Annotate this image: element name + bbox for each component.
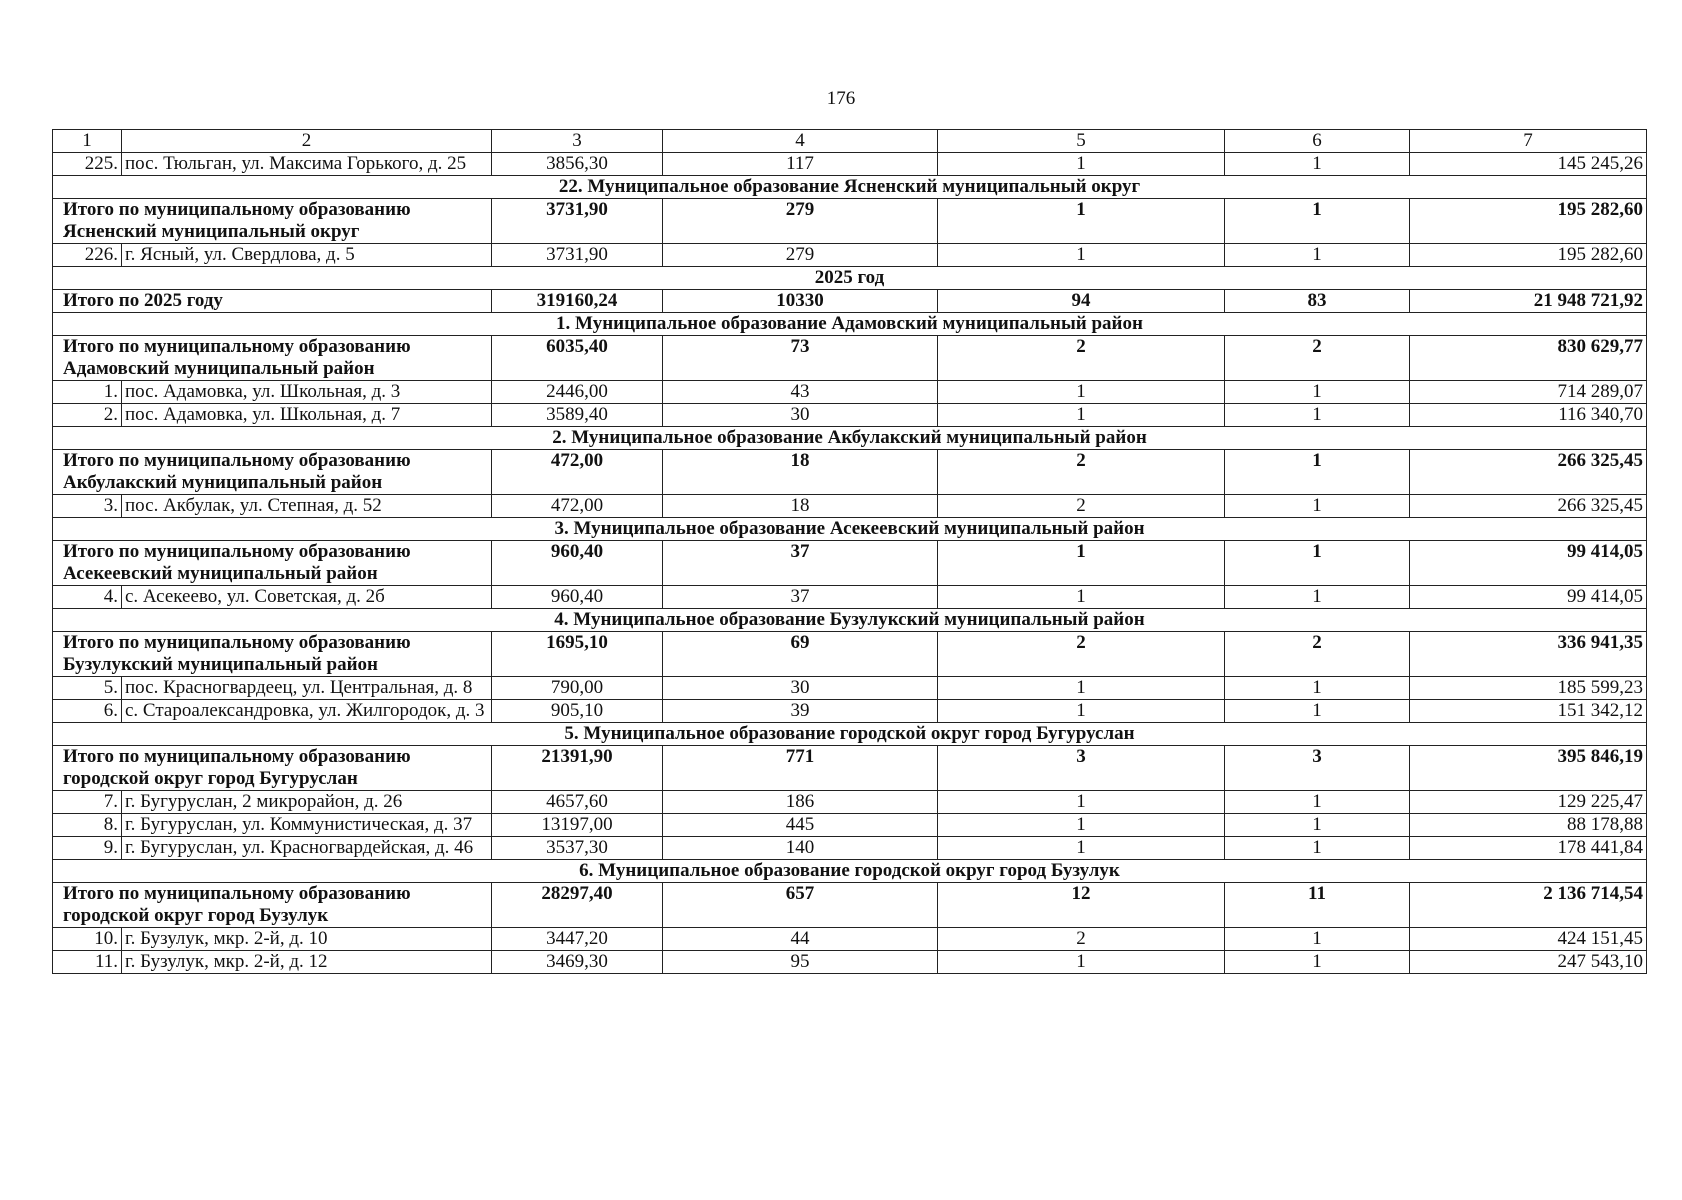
residents-count: 39	[663, 700, 938, 723]
total-label: Итого по муниципальному образованию городской округ город Бугуруслан	[53, 746, 492, 791]
area-value: 4657,60	[492, 791, 663, 814]
year-heading-row	[53, 267, 1647, 290]
total-row	[53, 199, 1647, 244]
address: г. Бузулук, мкр. 2-й, д. 10	[122, 928, 492, 951]
buildings-count: 1	[938, 199, 1225, 244]
buildings-count: 1	[938, 244, 1225, 267]
area-value: 3731,90	[492, 244, 663, 267]
address: г. Бугуруслан, ул. Коммунистическая, д. 37	[122, 814, 492, 837]
units-count: 2	[1225, 336, 1410, 381]
residents-count: 37	[663, 586, 938, 609]
address: с. Староалександровка, ул. Жилгородок, д. 3	[122, 700, 492, 723]
section-heading-row	[53, 609, 1647, 632]
units-count: 1	[1225, 495, 1410, 518]
buildings-count: 94	[938, 290, 1225, 313]
buildings-count: 12	[938, 883, 1225, 928]
units-count: 1	[1225, 814, 1410, 837]
cost-value: 21 948 721,92	[1410, 290, 1647, 313]
area-value: 472,00	[492, 450, 663, 495]
area-value: 2446,00	[492, 381, 663, 404]
section-heading-row	[53, 427, 1647, 450]
column-number: 3	[492, 130, 663, 153]
address: пос. Красногвардеец, ул. Центральная, д. 8	[122, 677, 492, 700]
units-count: 1	[1225, 700, 1410, 723]
total-label: Итого по муниципальному образованию Адамовский муниципальный район	[53, 336, 492, 381]
area-value: 21391,90	[492, 746, 663, 791]
table-row	[53, 814, 1647, 837]
units-count: 11	[1225, 883, 1410, 928]
units-count: 1	[1225, 381, 1410, 404]
section-title: 2. Муниципальное образование Акбулакский муниципальный район	[53, 427, 1647, 450]
address: пос. Тюльган, ул. Максима Горького, д. 25	[122, 153, 492, 176]
units-count: 1	[1225, 586, 1410, 609]
total-row	[53, 336, 1647, 381]
buildings-count: 1	[938, 837, 1225, 860]
cost-value: 266 325,45	[1410, 450, 1647, 495]
residents-count: 18	[663, 495, 938, 518]
cost-value: 2 136 714,54	[1410, 883, 1647, 928]
total-label: Итого по муниципальному образованию Ясненский муниципальный округ	[53, 199, 492, 244]
units-count: 2	[1225, 632, 1410, 677]
cost-value: 266 325,45	[1410, 495, 1647, 518]
units-count: 1	[1225, 791, 1410, 814]
units-count: 83	[1225, 290, 1410, 313]
area-value: 13197,00	[492, 814, 663, 837]
total-label: Итого по муниципальному образованию Бузулукский муниципальный район	[53, 632, 492, 677]
total-label: Итого по муниципальному образованию Асекеевский муниципальный район	[53, 541, 492, 586]
section-title: 1. Муниципальное образование Адамовский муниципальный район	[53, 313, 1647, 336]
total-row	[53, 541, 1647, 586]
buildings-count: 1	[938, 700, 1225, 723]
residents-count: 73	[663, 336, 938, 381]
area-value: 3447,20	[492, 928, 663, 951]
buildings-count: 1	[938, 677, 1225, 700]
residents-count: 140	[663, 837, 938, 860]
buildings-count: 1	[938, 404, 1225, 427]
table-row	[53, 677, 1647, 700]
cost-value: 151 342,12	[1410, 700, 1647, 723]
address: г. Бугуруслан, 2 микрорайон, д. 26	[122, 791, 492, 814]
residents-count: 30	[663, 677, 938, 700]
cost-value: 195 282,60	[1410, 199, 1647, 244]
area-value: 3589,40	[492, 404, 663, 427]
units-count: 1	[1225, 928, 1410, 951]
address: пос. Акбулак, ул. Степная, д. 52	[122, 495, 492, 518]
section-title: 22. Муниципальное образование Ясненский муниципальный округ	[53, 176, 1647, 199]
table-row	[53, 495, 1647, 518]
units-count: 1	[1225, 244, 1410, 267]
cost-value: 336 941,35	[1410, 632, 1647, 677]
residents-count: 30	[663, 404, 938, 427]
cost-value: 116 340,70	[1410, 404, 1647, 427]
page-number: 176	[826, 88, 856, 109]
section-heading-row	[53, 518, 1647, 541]
cost-value: 395 846,19	[1410, 746, 1647, 791]
row-number: 3.	[53, 495, 122, 518]
residents-count: 95	[663, 951, 938, 974]
column-number: 7	[1410, 130, 1647, 153]
column-number: 4	[663, 130, 938, 153]
address: г. Бугуруслан, ул. Красногвардейская, д. 46	[122, 837, 492, 860]
row-number: 7.	[53, 791, 122, 814]
area-value: 905,10	[492, 700, 663, 723]
table-row	[53, 404, 1647, 427]
table-row	[53, 700, 1647, 723]
residents-count: 18	[663, 450, 938, 495]
table-row	[53, 951, 1647, 974]
area-value: 472,00	[492, 495, 663, 518]
section-title: 5. Муниципальное образование городской округ город Бугуруслан	[53, 723, 1647, 746]
buildings-count: 2	[938, 495, 1225, 518]
cost-value: 830 629,77	[1410, 336, 1647, 381]
table-row	[53, 928, 1647, 951]
area-value: 3469,30	[492, 951, 663, 974]
row-number: 11.	[53, 951, 122, 974]
row-number: 5.	[53, 677, 122, 700]
units-count: 1	[1225, 199, 1410, 244]
buildings-count: 2	[938, 450, 1225, 495]
units-count: 1	[1225, 541, 1410, 586]
residents-count: 186	[663, 791, 938, 814]
area-value: 3537,30	[492, 837, 663, 860]
row-number: 6.	[53, 700, 122, 723]
buildings-count: 1	[938, 951, 1225, 974]
cost-value: 424 151,45	[1410, 928, 1647, 951]
area-value: 960,40	[492, 586, 663, 609]
area-value: 1695,10	[492, 632, 663, 677]
row-number: 8.	[53, 814, 122, 837]
area-value: 3856,30	[492, 153, 663, 176]
buildings-count: 1	[938, 814, 1225, 837]
cost-value: 99 414,05	[1410, 541, 1647, 586]
residents-count: 117	[663, 153, 938, 176]
column-number: 5	[938, 130, 1225, 153]
residents-count: 69	[663, 632, 938, 677]
address: с. Асекеево, ул. Советская, д. 2б	[122, 586, 492, 609]
table-row	[53, 381, 1647, 404]
address: пос. Адамовка, ул. Школьная, д. 3	[122, 381, 492, 404]
row-number: 4.	[53, 586, 122, 609]
section-heading-row	[53, 176, 1647, 199]
total-row	[53, 632, 1647, 677]
residents-count: 445	[663, 814, 938, 837]
units-count: 1	[1225, 677, 1410, 700]
buildings-count: 1	[938, 541, 1225, 586]
year-title: 2025 год	[53, 267, 1647, 290]
area-value: 3731,90	[492, 199, 663, 244]
address: г. Бузулук, мкр. 2-й, д. 12	[122, 951, 492, 974]
buildings-count: 2	[938, 928, 1225, 951]
total-label: Итого по муниципальному образованию городской округ город Бузулук	[53, 883, 492, 928]
total-row	[53, 883, 1647, 928]
table-row	[53, 837, 1647, 860]
cost-value: 178 441,84	[1410, 837, 1647, 860]
residents-count: 279	[663, 199, 938, 244]
column-number: 6	[1225, 130, 1410, 153]
row-number: 2.	[53, 404, 122, 427]
units-count: 1	[1225, 450, 1410, 495]
row-number: 10.	[53, 928, 122, 951]
section-heading-row	[53, 313, 1647, 336]
residents-count: 44	[663, 928, 938, 951]
section-heading-row	[53, 723, 1647, 746]
register-table	[52, 129, 1647, 974]
table-row	[53, 791, 1647, 814]
area-value: 960,40	[492, 541, 663, 586]
residents-count: 37	[663, 541, 938, 586]
address: пос. Адамовка, ул. Школьная, д. 7	[122, 404, 492, 427]
area-value: 6035,40	[492, 336, 663, 381]
residents-count: 771	[663, 746, 938, 791]
total-row	[53, 746, 1647, 791]
row-number: 1.	[53, 381, 122, 404]
units-count: 1	[1225, 837, 1410, 860]
units-count: 1	[1225, 404, 1410, 427]
total-row	[53, 450, 1647, 495]
total-row	[53, 290, 1647, 313]
cost-value: 714 289,07	[1410, 381, 1647, 404]
units-count: 1	[1225, 153, 1410, 176]
row-number: 9.	[53, 837, 122, 860]
column-number: 1	[53, 130, 122, 153]
table-body	[53, 130, 1647, 974]
cost-value: 195 282,60	[1410, 244, 1647, 267]
address: г. Ясный, ул. Свердлова, д. 5	[122, 244, 492, 267]
buildings-count: 1	[938, 586, 1225, 609]
units-count: 3	[1225, 746, 1410, 791]
buildings-count: 1	[938, 153, 1225, 176]
section-title: 4. Муниципальное образование Бузулукский муниципальный район	[53, 609, 1647, 632]
table-row	[53, 153, 1647, 176]
row-number: 225.	[53, 153, 122, 176]
section-heading-row	[53, 860, 1647, 883]
residents-count: 10330	[663, 290, 938, 313]
total-label: Итого по муниципальному образованию Акбулакский муниципальный район	[53, 450, 492, 495]
residents-count: 43	[663, 381, 938, 404]
table-row	[53, 586, 1647, 609]
cost-value: 99 414,05	[1410, 586, 1647, 609]
units-count: 1	[1225, 951, 1410, 974]
column-number-row	[53, 130, 1647, 153]
table-row	[53, 244, 1647, 267]
total-label: Итого по 2025 году	[53, 290, 492, 313]
cost-value: 88 178,88	[1410, 814, 1647, 837]
row-number: 226.	[53, 244, 122, 267]
cost-value: 247 543,10	[1410, 951, 1647, 974]
buildings-count: 3	[938, 746, 1225, 791]
cost-value: 145 245,26	[1410, 153, 1647, 176]
buildings-count: 1	[938, 381, 1225, 404]
column-number: 2	[122, 130, 492, 153]
section-title: 6. Муниципальное образование городской округ город Бузулук	[53, 860, 1647, 883]
buildings-count: 2	[938, 632, 1225, 677]
area-value: 319160,24	[492, 290, 663, 313]
residents-count: 657	[663, 883, 938, 928]
cost-value: 185 599,23	[1410, 677, 1647, 700]
buildings-count: 1	[938, 791, 1225, 814]
buildings-count: 2	[938, 336, 1225, 381]
area-value: 28297,40	[492, 883, 663, 928]
area-value: 790,00	[492, 677, 663, 700]
residents-count: 279	[663, 244, 938, 267]
cost-value: 129 225,47	[1410, 791, 1647, 814]
section-title: 3. Муниципальное образование Асекеевский муниципальный район	[53, 518, 1647, 541]
